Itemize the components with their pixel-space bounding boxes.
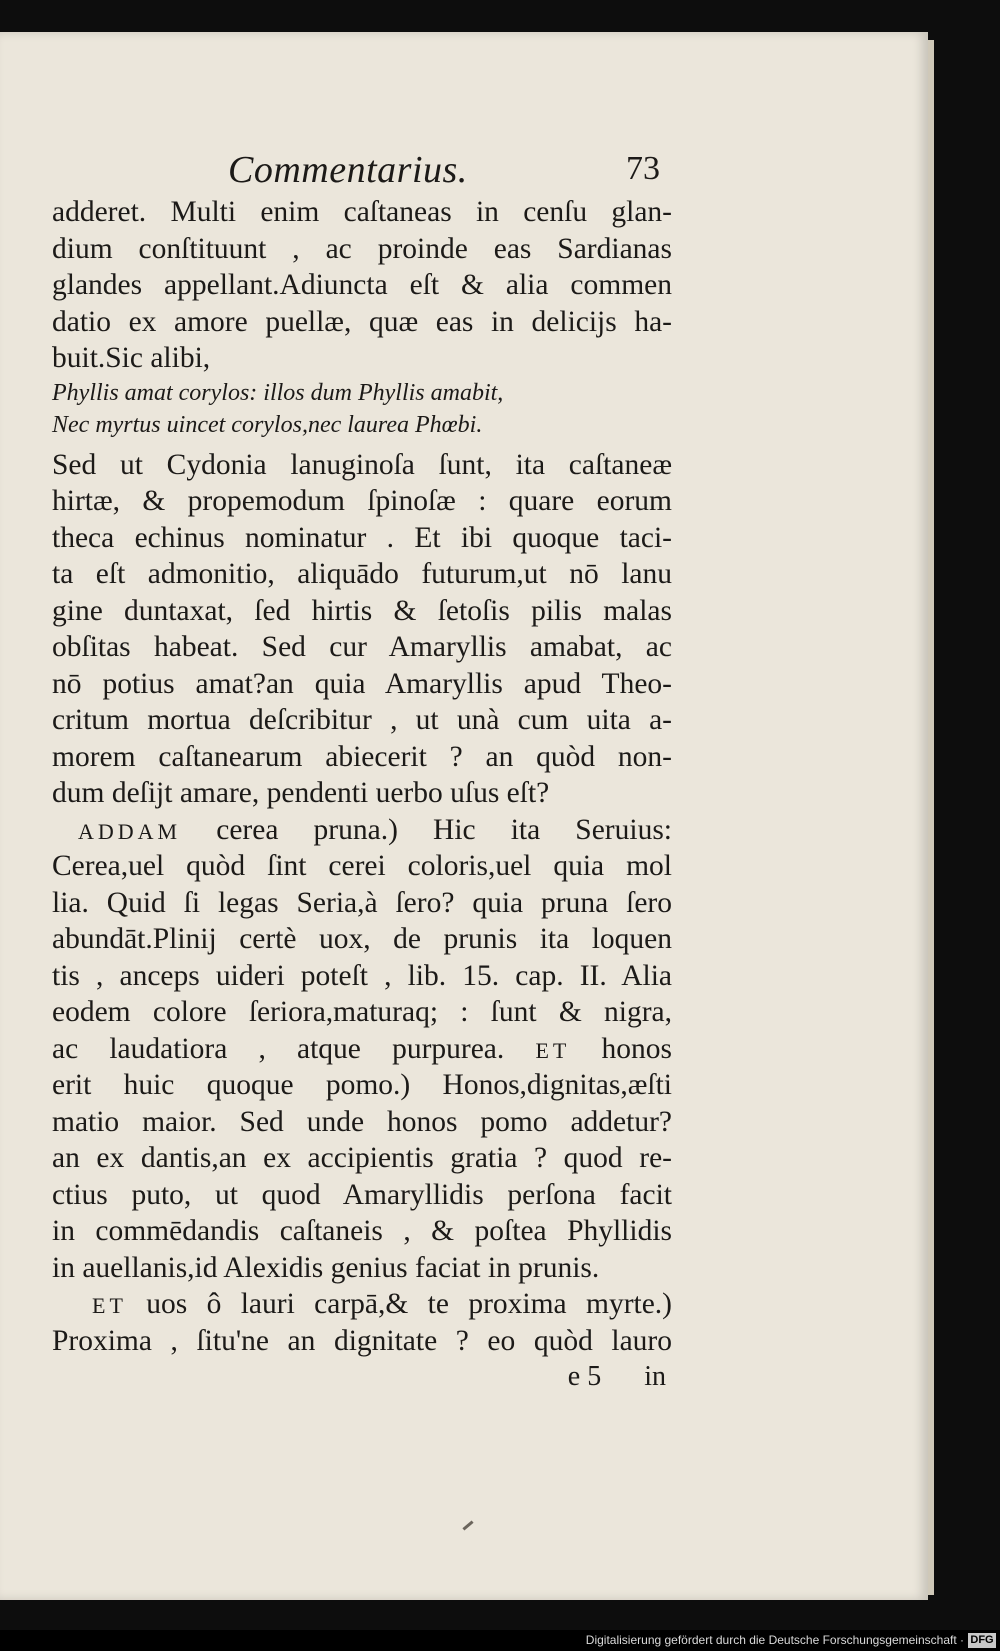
text-line: critum mortua deſcribitur , ut unà cum uita a- — [52, 704, 672, 736]
text-span: uos ô lauri carpā,& te proxima myrte.) — [146, 1288, 673, 1320]
verse-quotation — [52, 377, 672, 441]
paragraph-1 — [52, 194, 672, 377]
text-span: ac laudatiora , atque purpurea. — [52, 1032, 505, 1065]
text-line — [52, 1031, 672, 1068]
running-head — [0, 132, 928, 192]
text-span: honos — [601, 1032, 672, 1065]
verse-line: Phyllis amat corylos: illos dum Phyllis amabit, — [52, 379, 504, 406]
funding-credit: Digitalisierung gefördert durch die Deutsche Forschungsgemeinschaft · — [585, 1633, 964, 1647]
footer-bar — [0, 1630, 1000, 1651]
signature-mark: e 5 — [567, 1361, 602, 1392]
paragraph-4 — [52, 1286, 672, 1359]
lemma: ET — [535, 1037, 571, 1063]
text-line: eodem colore ſeriora,maturaq; : ſunt & nigra, — [52, 996, 672, 1028]
text-line: dum deſijt amare, pendenti uerbo uſus eſt? — [52, 777, 550, 809]
text-line: buit.Sic alibi, — [52, 342, 211, 374]
text-line: datio ex amore puellæ, quæ eas in delicijs ha- — [52, 305, 672, 338]
page-edge — [928, 40, 934, 1595]
text-line: ctius puto, ut quod Amaryllidis perſona facit — [52, 1178, 672, 1211]
text-line — [52, 812, 672, 849]
text-line: hirtæ, & propemodum ſpinoſæ : quare eorum — [52, 485, 672, 517]
text-span: cerea pruna.) Hic ita Seruius: — [216, 813, 672, 846]
text-line: Cerea,uel quòd ſint cerei coloris,uel quia mol — [52, 850, 672, 882]
ink-mark — [462, 1520, 473, 1530]
text-line: nō potius amat?an quia Amaryllis apud Theo- — [52, 667, 672, 700]
verse-line: Nec myrtus uincet corylos,nec laurea Phœbi. — [52, 411, 483, 438]
page-number: 73 — [626, 150, 660, 187]
catchword: in — [644, 1361, 666, 1392]
text-line: Proxima , ſitu'ne an dignitate ? eo quòd lauro — [52, 1324, 672, 1357]
text-line: lia. Quid ſi legas Seria,à ſero? quia pruna ſero — [52, 886, 672, 919]
text-line: dium conſtituunt , ac proinde eas Sardianas — [52, 232, 672, 265]
text-line: matio maior. Sed unde honos pomo addetur? — [52, 1105, 672, 1138]
text-block — [52, 194, 672, 1395]
text-line: in commēdandis caſtaneis , & poſtea Phyllidis — [52, 1215, 672, 1247]
lemma: ET — [92, 1293, 127, 1318]
text-line: erit huic quoque pomo.) Honos,dignitas,æſti — [52, 1069, 672, 1101]
lemma: ADDAM — [78, 818, 182, 844]
book-page — [0, 32, 928, 1600]
text-line: an ex dantis,an ex accipientis gratia ? quod re- — [52, 1142, 672, 1174]
running-head-title: Commentarius. — [228, 149, 468, 191]
paragraph-2 — [52, 447, 672, 812]
paragraph-3 — [52, 812, 672, 1287]
text-line: Sed ut Cydonia lanuginoſa ſunt, ita caſtaneæ — [52, 448, 672, 481]
text-line: obſitas habeat. Sed cur Amaryllis amabat, ac — [52, 631, 672, 663]
text-line: morem caſtanearum abiecerit ? an quòd non- — [52, 740, 672, 773]
text-line: glandes appellant.Adiuncta eſt & alia commen — [52, 269, 672, 301]
text-line: tis , anceps uideri poteſt , lib. 15. cap. II. Alia — [52, 959, 672, 992]
text-line: theca echinus nominatur . Et ibi quoque taci- — [52, 521, 672, 554]
text-line: gine duntaxat, ſed hirtis & ſetoſis pilis malas — [52, 594, 672, 627]
dfg-logo: DFG — [968, 1633, 996, 1648]
text-line: ta eſt admonitio, aliquādo futurum,ut nō lanu — [52, 558, 672, 590]
catchline — [52, 1359, 672, 1395]
text-line: adderet. Multi enim caſtaneas in cenſu glan- — [52, 196, 672, 228]
text-line — [52, 1286, 672, 1323]
text-line: abundāt.Plinij certè uox, de prunis ita loquen — [52, 923, 672, 955]
text-line: in auellanis,id Alexidis genius faciat in prunis. — [52, 1251, 600, 1284]
